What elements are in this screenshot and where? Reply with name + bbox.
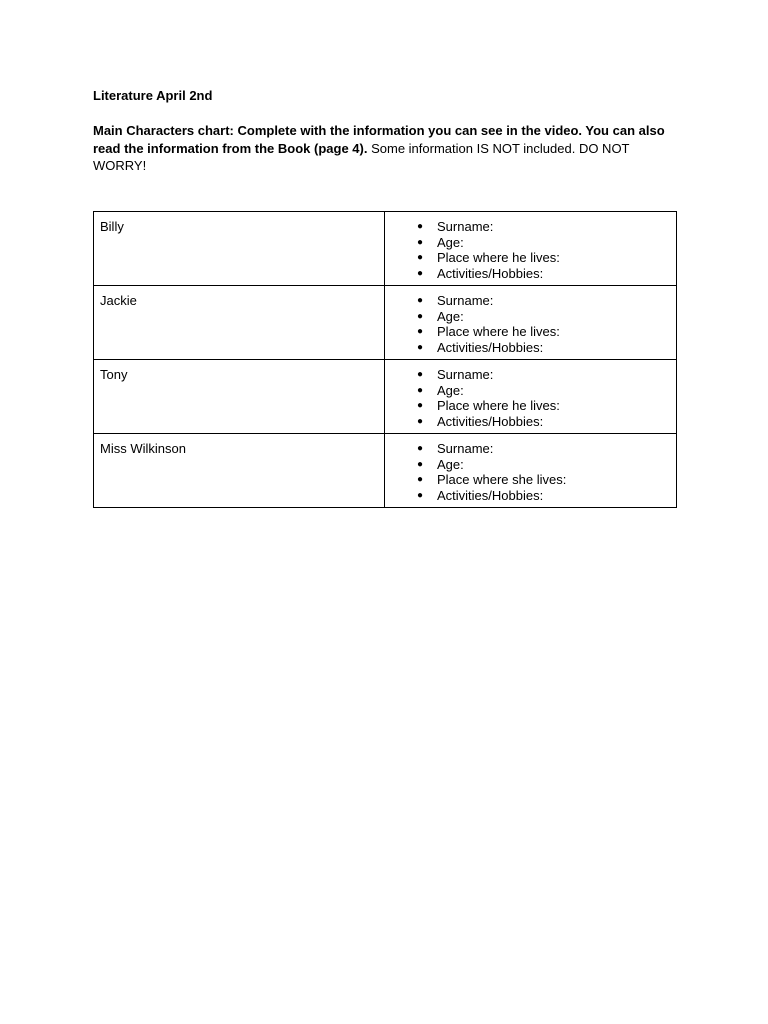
bullet-icon: ● bbox=[417, 252, 424, 263]
character-info-cell bbox=[385, 212, 677, 286]
character-name-cell bbox=[94, 286, 385, 360]
bullet-icon: ● bbox=[417, 458, 424, 470]
list-item bbox=[391, 250, 670, 266]
character-info-cell bbox=[385, 360, 677, 434]
list-item bbox=[391, 367, 670, 383]
bullet-icon: ● bbox=[417, 341, 424, 353]
field-label: Place where he lives: bbox=[437, 398, 560, 413]
field-label: Age: bbox=[437, 382, 464, 398]
field-label: Surname: bbox=[437, 367, 494, 382]
list-item bbox=[391, 340, 670, 356]
bullet-icon: ● bbox=[417, 474, 424, 485]
list-item bbox=[391, 414, 670, 430]
bullet-icon: ● bbox=[417, 489, 424, 501]
instructions-bold-text: Main Characters chart: Complete with the information you can see in the video. You can also read the information from the Book (page 4). bbox=[93, 123, 665, 156]
table-row bbox=[94, 212, 677, 286]
instructions-paragraph bbox=[93, 122, 673, 175]
list-item bbox=[391, 293, 670, 309]
character-name: Tony bbox=[100, 367, 128, 382]
bullet-icon: ● bbox=[417, 295, 424, 306]
list-item bbox=[391, 441, 670, 457]
info-field-list bbox=[391, 219, 670, 281]
bullet-icon: ● bbox=[417, 369, 424, 380]
list-item bbox=[391, 235, 670, 251]
bullet-icon: ● bbox=[417, 310, 424, 322]
list-item bbox=[391, 219, 670, 235]
character-name: Jackie bbox=[100, 293, 137, 308]
character-info-cell bbox=[385, 286, 677, 360]
field-label: Place where he lives: bbox=[437, 250, 560, 265]
list-item bbox=[391, 266, 670, 282]
field-label: Age: bbox=[437, 234, 464, 250]
info-field-list bbox=[391, 293, 670, 355]
field-label: Surname: bbox=[437, 441, 494, 456]
list-item bbox=[391, 488, 670, 504]
character-name: Billy bbox=[100, 219, 124, 234]
info-field-list bbox=[391, 441, 670, 503]
table-row bbox=[94, 286, 677, 360]
field-label: Age: bbox=[437, 308, 464, 324]
bullet-icon: ● bbox=[417, 236, 424, 248]
list-item bbox=[391, 472, 670, 488]
character-name-cell bbox=[94, 434, 385, 508]
list-item bbox=[391, 383, 670, 399]
list-item bbox=[391, 324, 670, 340]
bullet-icon: ● bbox=[417, 400, 424, 411]
field-label: Age: bbox=[437, 456, 464, 472]
bullet-icon: ● bbox=[417, 415, 424, 427]
character-name: Miss Wilkinson bbox=[100, 441, 186, 456]
bullet-icon: ● bbox=[417, 221, 424, 232]
field-label: Activities/Hobbies: bbox=[437, 413, 544, 429]
field-label: Place where he lives: bbox=[437, 324, 560, 339]
list-item bbox=[391, 309, 670, 325]
page-title: Literature April 2nd bbox=[93, 88, 213, 103]
bullet-icon: ● bbox=[417, 443, 424, 454]
field-label: Surname: bbox=[437, 219, 494, 234]
character-info-cell bbox=[385, 434, 677, 508]
table-row bbox=[94, 434, 677, 508]
field-label: Surname: bbox=[437, 293, 494, 308]
bullet-icon: ● bbox=[417, 267, 424, 279]
main-characters-table bbox=[93, 211, 677, 508]
list-item bbox=[391, 398, 670, 414]
field-label: Place where she lives: bbox=[437, 472, 567, 487]
list-item bbox=[391, 457, 670, 473]
character-name-cell bbox=[94, 360, 385, 434]
info-field-list bbox=[391, 367, 670, 429]
field-label: Activities/Hobbies: bbox=[437, 487, 544, 503]
field-label: Activities/Hobbies: bbox=[437, 339, 544, 355]
bullet-icon: ● bbox=[417, 326, 424, 337]
field-label: Activities/Hobbies: bbox=[437, 265, 544, 281]
table-row bbox=[94, 360, 677, 434]
character-name-cell bbox=[94, 212, 385, 286]
instructions-regular-text: Some information IS NOT included. DO NOT WORRY! bbox=[93, 140, 630, 173]
bullet-icon: ● bbox=[417, 384, 424, 396]
